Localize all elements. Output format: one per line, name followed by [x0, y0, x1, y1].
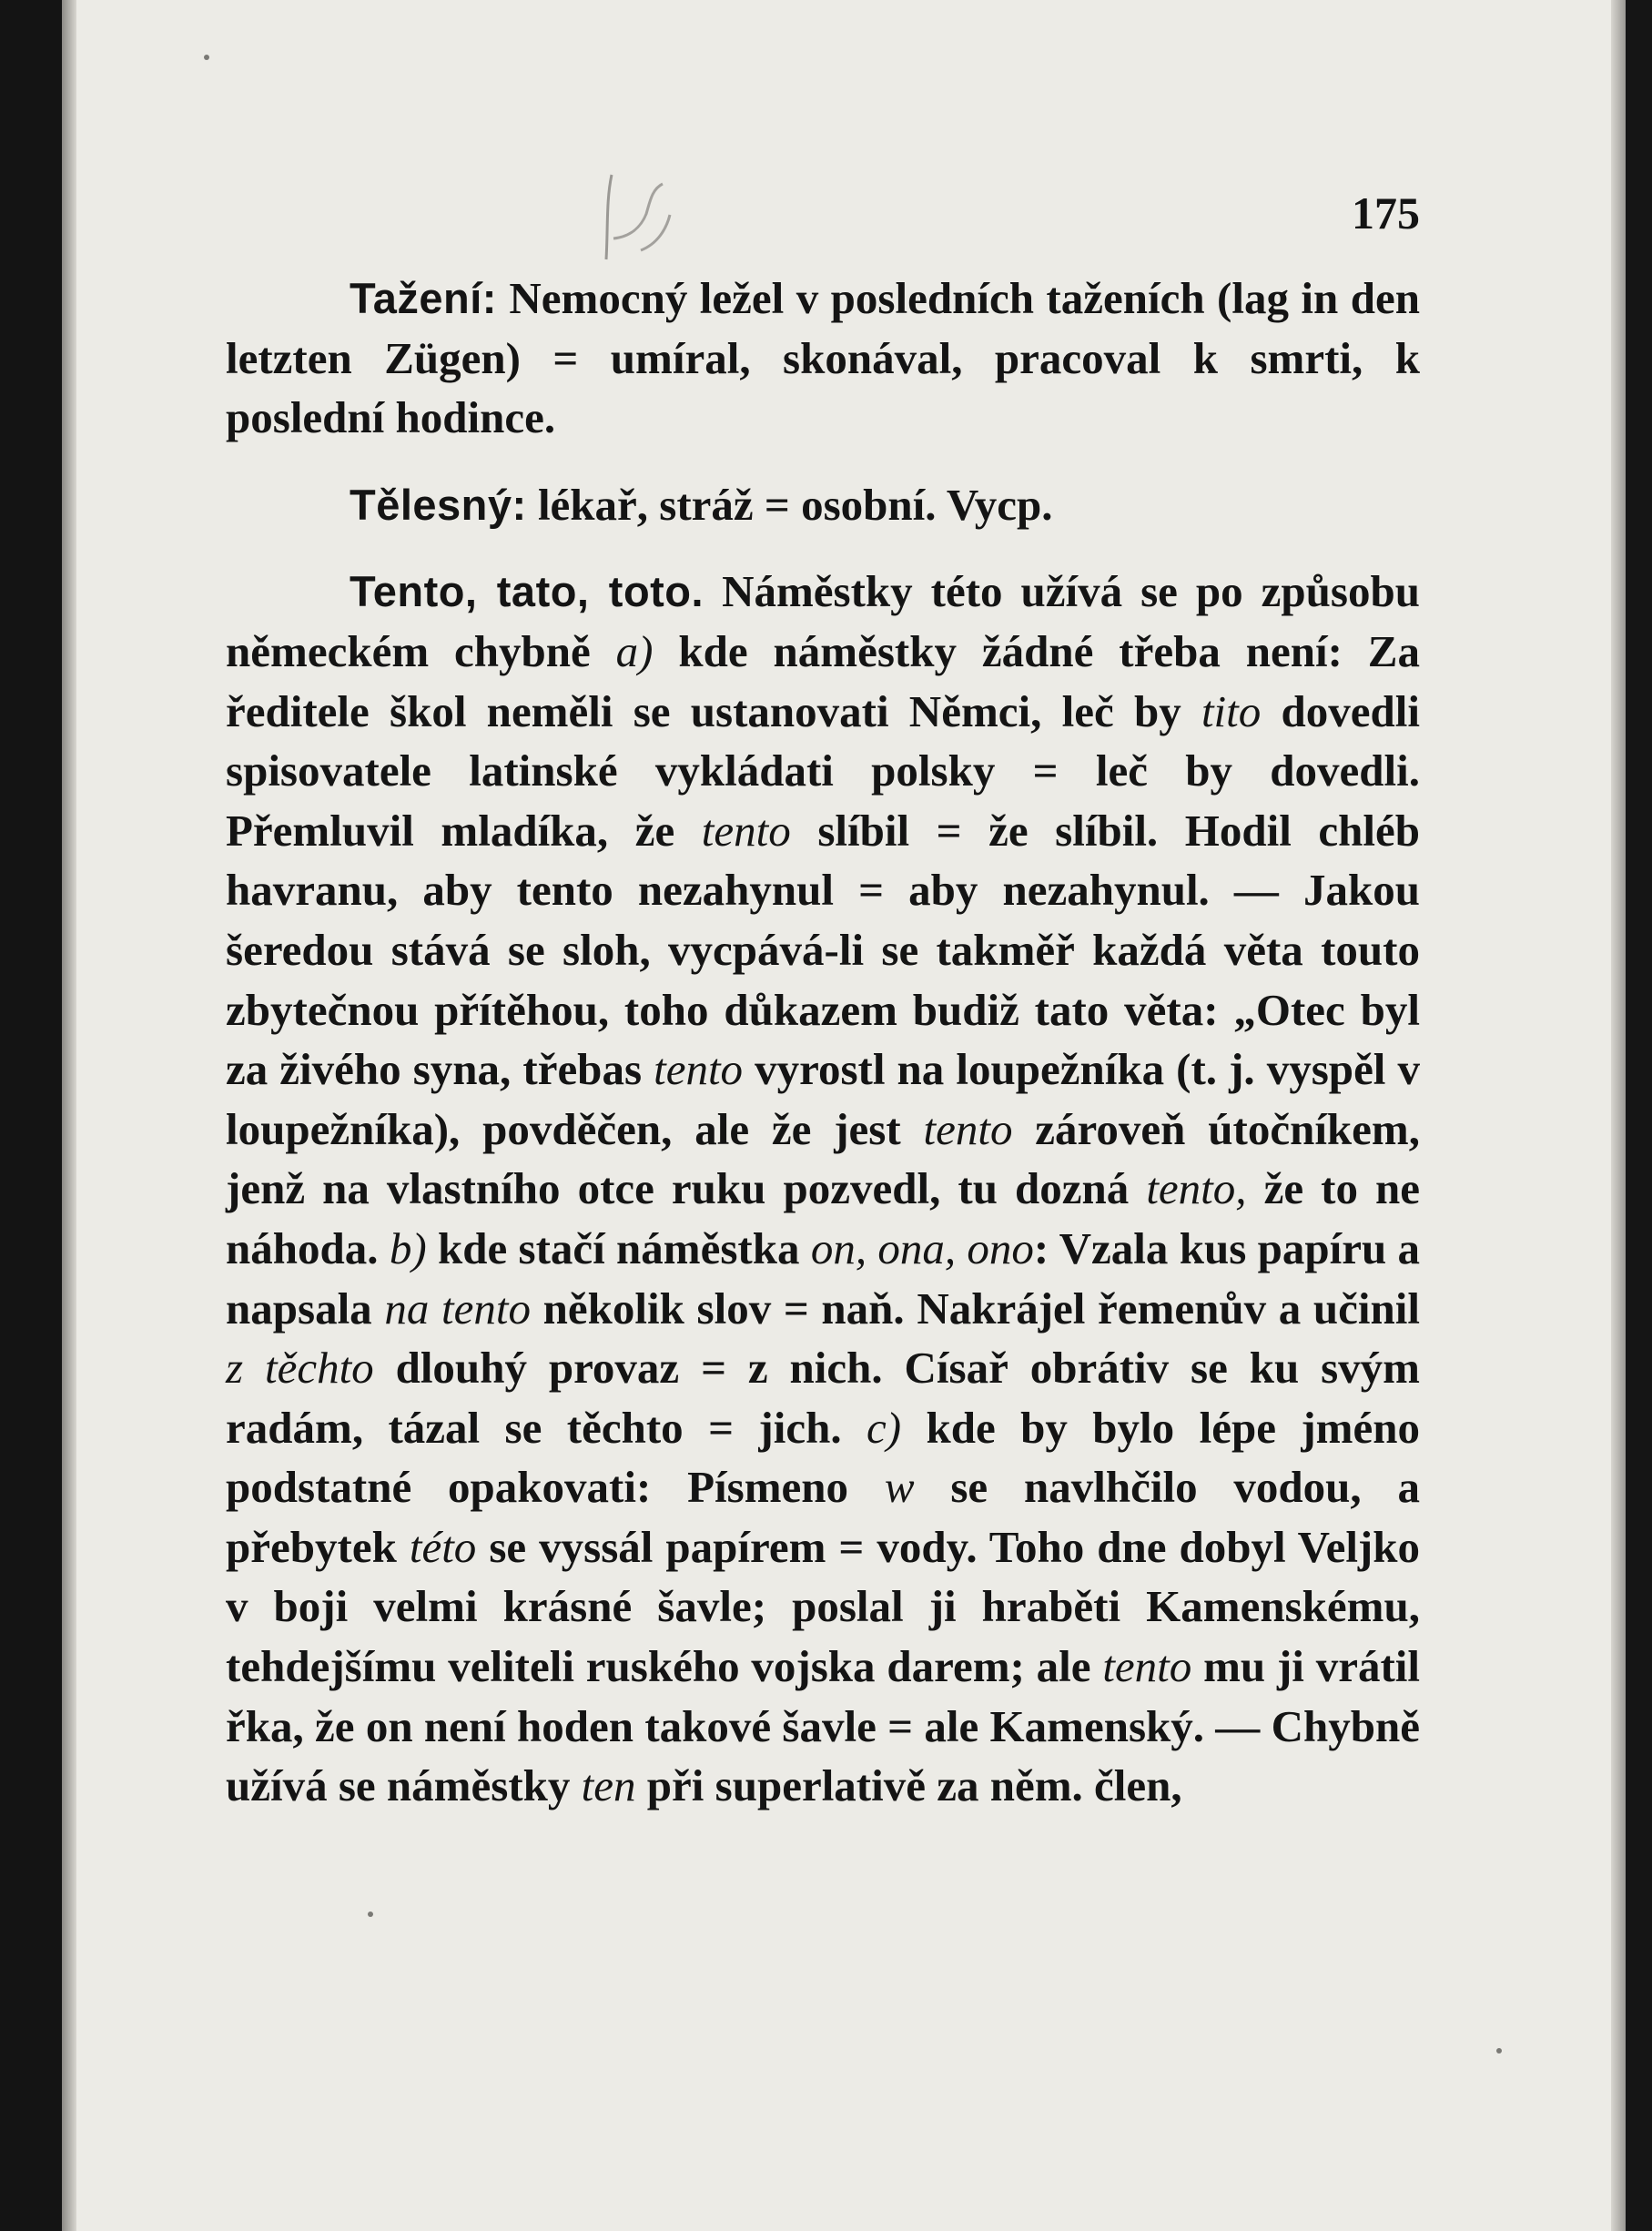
- entry-text: při superlativě za něm. člen,: [635, 1760, 1182, 1811]
- entry-text: lékař, stráž = osobní. Vycp.: [526, 479, 1053, 530]
- entry-text: vyrostl na loupežníka (t. j. vyspěl v loupežníka), povděčen, ale že jest: [226, 1044, 1420, 1154]
- italic-example: tento: [923, 1103, 1013, 1154]
- entry-text: se navlhčilo vodou, a přebytek: [226, 1462, 1420, 1572]
- entry-text: Náměstky této užívá se po způsobu německém chybně: [226, 566, 1420, 676]
- pencil-annotation-icon: [593, 164, 694, 273]
- italic-example: této: [409, 1521, 477, 1572]
- scan-border-left: [0, 0, 62, 2231]
- paper-speck: [368, 1912, 373, 1917]
- italic-marker: b): [389, 1222, 427, 1273]
- entry-term: Tažení:: [350, 274, 497, 322]
- entry-text: zároveň útočníkem, jenž na vlastního otce ruku pozvedl, tu dozná: [226, 1103, 1420, 1214]
- paper-speck: [204, 55, 209, 60]
- entry-text: Nemocný ležel v posledních taženích (lag in den letzten Zügen) = umíral, skonával, pracoval k smrti, k poslední hodince.: [226, 273, 1420, 443]
- entry-term: Tělesný:: [350, 480, 527, 529]
- italic-example: tento: [1102, 1641, 1192, 1692]
- scan-border-right: [1626, 0, 1652, 2231]
- entry-text: že to ne náhoda.: [226, 1163, 1420, 1273]
- italic-example: na tento: [384, 1283, 531, 1334]
- italic-example: ten: [581, 1760, 636, 1811]
- entry-term: Tento, tato, toto.: [350, 567, 704, 616]
- italic-example: tento,: [1146, 1163, 1247, 1214]
- entry-text: : Vzala kus papíru a napsala: [226, 1222, 1420, 1334]
- entry-text: kde náměstky žádné třeba není: Za ředitele škol neměli se ustanovati Němci, leč by: [226, 625, 1420, 736]
- scan-border-right-shadow: [1611, 0, 1626, 2231]
- entry-text: se vyssál papírem = vody. Toho dne dobyl Veljko v boji velmi krásné šavle; poslal ji hraběti Kamenskému, tehdejšímu veliteli ruského vojska darem; ale: [226, 1521, 1420, 1692]
- italic-example: tento: [654, 1044, 744, 1095]
- entry-text: dovedli spisovatele latinské vykládati polsky = leč by dovedli. Přemluvil mladíka, že: [226, 685, 1420, 856]
- italic-example: tito: [1201, 685, 1262, 736]
- italic-example: tento: [701, 805, 791, 856]
- entry-tento: [226, 562, 1420, 1815]
- entry-tazeni: [226, 269, 1420, 448]
- page-text: [226, 269, 1420, 1816]
- page-number: 175: [1352, 188, 1420, 238]
- entry-text: slíbil = že slíbil. Hodil chléb havranu, aby tento nezahynul = aby nezahynul. — Jakou šeredou stává se sloh, vycpává-li se takměř každá věta touto zbytečnou přítěhou, toho důkazem budiž tato věta: „Otec byl za živého syna, třebas: [226, 805, 1420, 1095]
- italic-example: on, ona, ono: [810, 1222, 1034, 1273]
- entry-text: mu ji vrátil řka, že on není hoden takové šavle = ale Kamenský. — Chybně užívá se náměstky: [226, 1641, 1421, 1811]
- entry-text: několik slov = naň. Nakrájel řemenův a učinil: [530, 1283, 1421, 1334]
- italic-marker: c): [867, 1402, 902, 1453]
- italic-example: z těchto: [226, 1343, 374, 1394]
- italic-example: w: [884, 1462, 915, 1513]
- scan-border-left-shadow: [62, 0, 76, 2231]
- entry-text: kde by bylo lépe jméno podstatné opakovati: Písmeno: [226, 1402, 1420, 1513]
- paper-speck: [1496, 2048, 1502, 2054]
- entry-telesny: [226, 475, 1420, 535]
- entry-text: dlouhý provaz = z nich. Císař obrátiv se ku svým radám, tázal se těchto = jich.: [226, 1343, 1420, 1453]
- entry-text: kde stačí náměstka: [426, 1222, 811, 1273]
- italic-marker: a): [615, 625, 654, 676]
